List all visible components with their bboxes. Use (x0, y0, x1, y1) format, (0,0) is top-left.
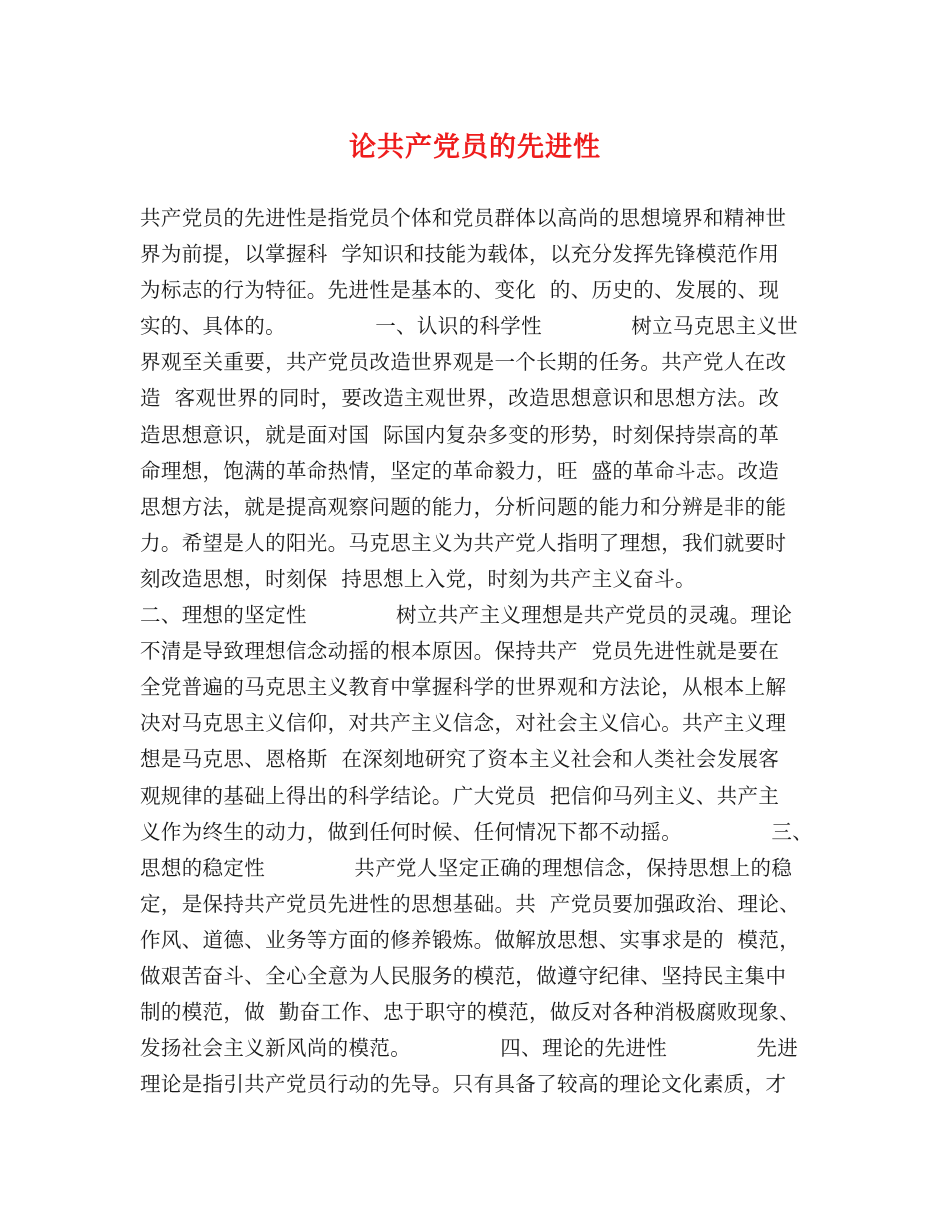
body-line: 定，是保持共产党员先进性的思想基础。共 产党员要加强政治、理论、 (140, 891, 801, 916)
body-line: 造思想意识，就是面对国 际国内复杂多变的形势，时刻保持崇高的革 (140, 422, 780, 447)
body-line: 思想的稳定性 共产党人坚定正确的理想信念，保持思想上的稳 (140, 855, 793, 880)
body-line: 想是马克思、恩格斯 在深刻地研究了资本主义社会和人类社会发展客 (140, 747, 780, 772)
body-line: 全党普遍的马克思主义教育中掌握科学的世界观和方法论，从根本上解 (140, 675, 787, 700)
body-line: 制的模范，做 勤奋工作、忠于职守的模范，做反对各种消极腐败现象、 (140, 1000, 801, 1025)
body-line: 刻改造思想，时刻保 持思想上入党，时刻为共产主义奋斗。 (140, 566, 696, 591)
body-line: 做艰苦奋斗、全心全意为人民服务的模范，做遵守纪律、坚持民主集中 (140, 963, 787, 988)
body-line: 界观至关重要，共产党员改造世界观是一个长期的任务。共产党人在改 (140, 350, 787, 375)
body-line: 不清是导致理想信念动摇的根本原因。保持共产 党员先进性就是要在 (140, 639, 780, 664)
body-line: 界为前提，以掌握科 学知识和技能为载体，以充分发挥先锋模范作用 (140, 242, 780, 267)
body-line: 发扬社会主义新风尚的模范。 四、理论的先进性 先进 (140, 1036, 799, 1061)
body-line: 命理想，饱满的革命热情，坚定的革命毅力，旺 盛的革命斗志。改造 (140, 458, 780, 483)
page-title: 论共产党员的先进性 (349, 132, 601, 163)
body-line: 思想方法，就是提高观察问题的能力，分析问题的能力和分辨是非的能 (140, 494, 787, 519)
body-line: 造 客观世界的同时，要改造主观世界，改造思想意识和思想方法。改 (140, 386, 780, 411)
body-line: 观规律的基础上得出的科学结论。广大党员 把信仰马列主义、共产主 (140, 783, 780, 808)
body-line: 为标志的行为特征。先进性是基本的、变化 的、历史的、发展的、现 (140, 278, 780, 303)
body-line: 义作为终生的动力，做到任何时候、任何情况下都不动摇。 三、 (140, 819, 814, 844)
body-line: 实的、具体的。 一、认识的科学性 树立马克思主义世 (140, 314, 799, 339)
body-line: 共产党员的先进性是指党员个体和党员群体以高尚的思想境界和精神世 (140, 206, 787, 230)
document-body (140, 200, 830, 1102)
body-line: 决对马克思主义信仰，对共产主义信念，对社会主义信心。共产主义理 (140, 711, 787, 736)
body-line: 理论是指引共产党员行动的先导。只有具备了较高的理论文化素质，才 (140, 1072, 787, 1097)
body-line: 二、理想的坚定性 树立共产主义理想是共产党员的灵魂。理论 (140, 603, 793, 628)
body-line: 作风、道德、业务等方面的修养锻炼。做解放思想、实事求是的 模范， (140, 927, 801, 952)
body-line: 力。希望是人的阳光。马克思主义为共产党人指明了理想，我们就要时 (140, 530, 787, 555)
